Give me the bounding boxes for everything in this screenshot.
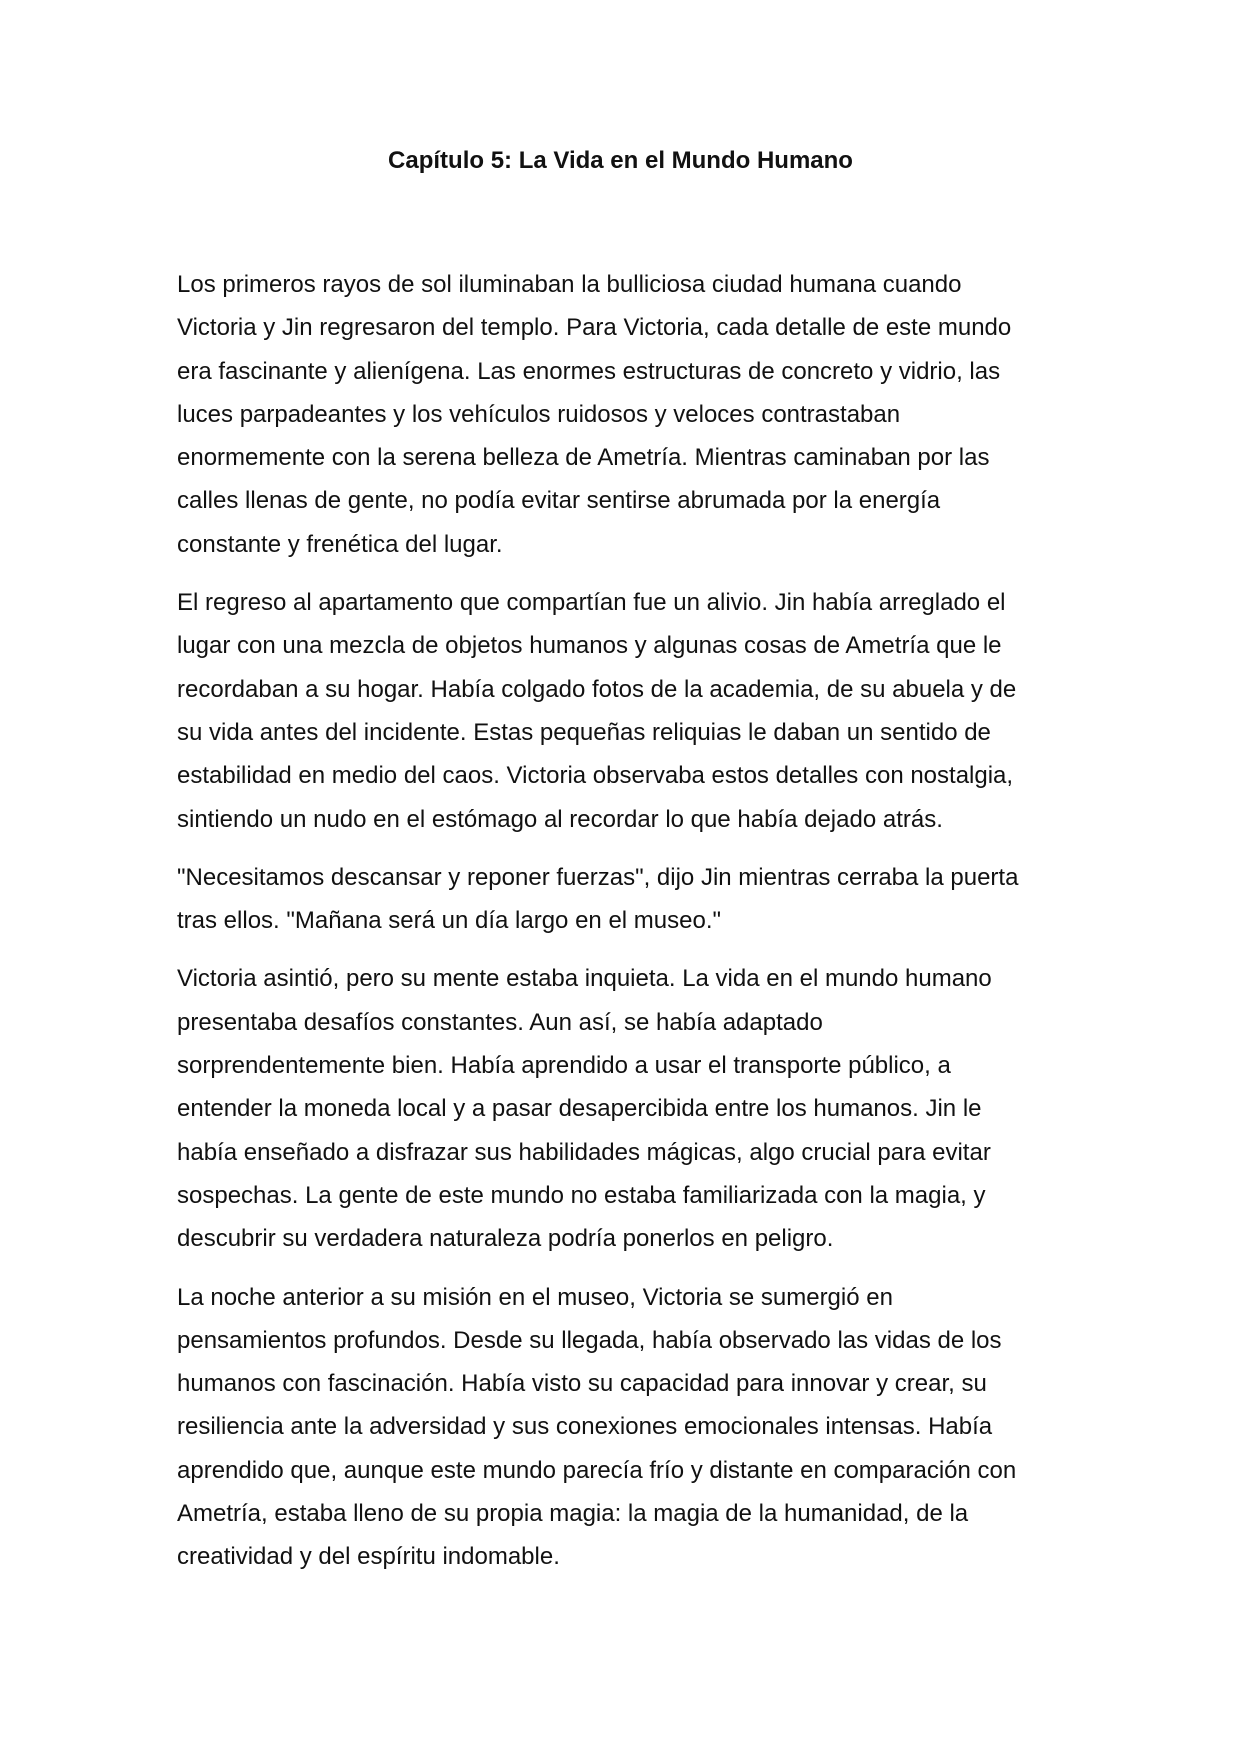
paragraph: La noche anterior a su misión en el museo, Victoria se sumergió en pensamientos profundos. Desde su llegada, había observado las vidas de los humanos con fascinación. Había visto su capacidad para innovar y crear, su resiliencia ante la adversidad y sus conexiones emocionales intensas. Había aprendido que, aunque este mundo parecía frío y distante en comparación con Ametría, estaba lleno de su propia magia: la magia de la humanidad, de la creatividad y del espíritu indomable. — [177, 1283, 1017, 1571]
paragraph: Los primeros rayos de sol iluminaban la bulliciosa ciudad humana cuando Victoria y Jin regresaron del templo. Para Victoria, cada detalle de este mundo era fascinante y alienígena. Las enormes estructuras de concreto y vidrio, las luces parpadeantes y los vehículos ruidosos y veloces contrastaban enormemente con la serena belleza de Ametría. Mientras caminaban por las calles llenas de gente, no podía evitar sentirse abrumada por la energía constante y frenética del lugar. — [177, 271, 1012, 558]
paragraph: Victoria asintió, pero su mente estaba inquieta. La vida en el mundo humano presentaba desafíos constantes. Aun así, se había adaptado sorprendentemente bien. Había aprendido a usar el transporte público, a entender la moneda local y a pasar desapercibida entre los humanos. Jin le había enseñado a disfrazar sus habilidades mágicas, algo crucial para evitar sospechas. La gente de este mundo no estaba familiarizada con la magia, y descubrir su verdadera naturaleza podría ponerlos en peligro. — [177, 965, 992, 1253]
chapter-body — [177, 263, 1077, 1594]
paragraph: El regreso al apartamento que compartían fue un alivio. Jin había arreglado el lugar con una mezcla de objetos humanos y algunas cosas de Ametría que le recordaban a su hogar. Había colgado fotos de la academia, de su abuela y de su vida antes del incidente. Estas pequeñas reliquias le daban un sentido de estabilidad en medio del caos. Victoria observaba estos detalles con nostalgia, sintiendo un nudo en el estómago al recordar lo que había dejado atrás. — [177, 589, 1017, 833]
paragraph: "Necesitamos descansar y reponer fuerzas", dijo Jin mientras cerraba la puerta tras ellos. "Mañana será un día largo en el museo." — [177, 863, 1019, 935]
chapter-title: Capítulo 5: La Vida en el Mundo Humano — [388, 147, 853, 174]
